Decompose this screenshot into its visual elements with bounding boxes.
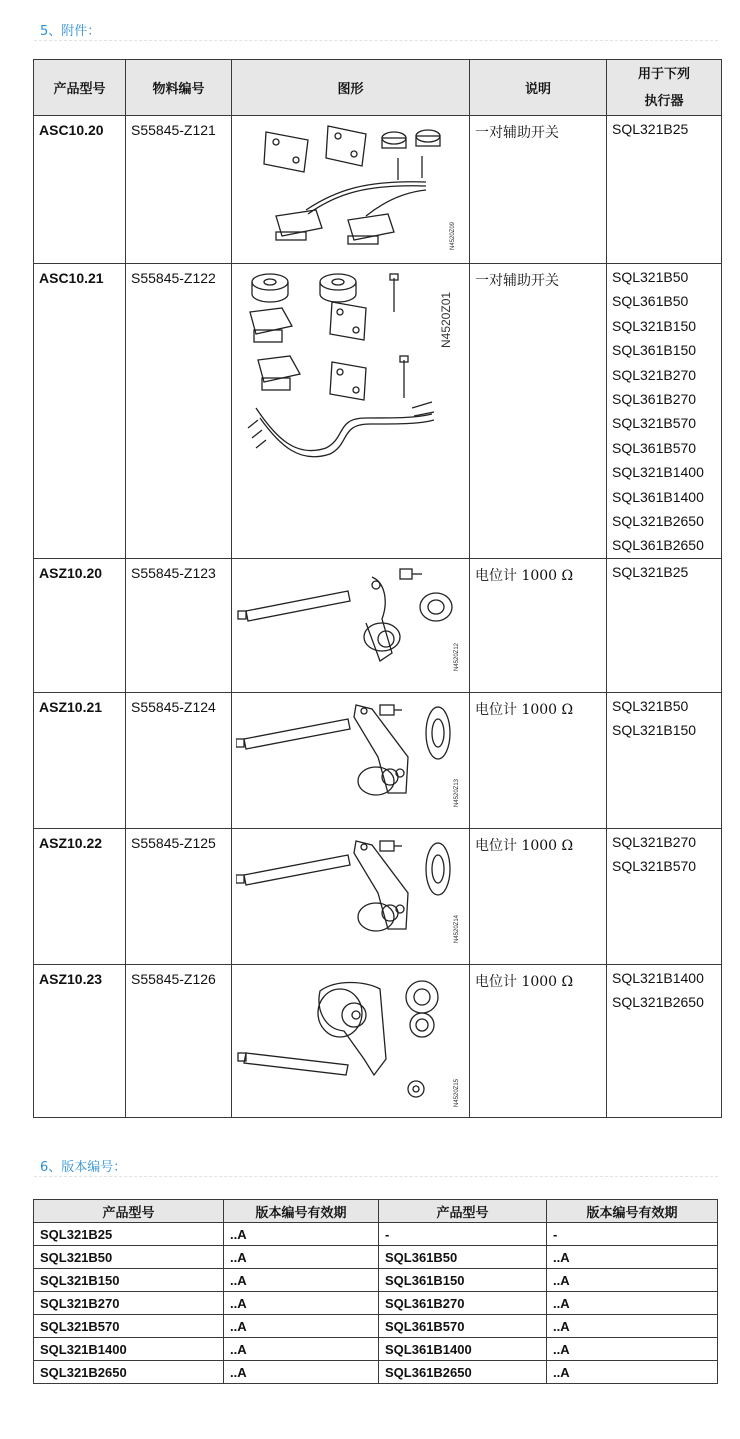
actuators-cell [607,828,722,964]
table-row [34,1361,718,1384]
description-cell: 电位计 1000 Ω [470,828,607,964]
section-divider [34,40,718,41]
header-version: 版本编号有效期 [547,1200,718,1223]
actuators-cell [607,264,722,559]
header-model: 产品型号 [379,1200,547,1223]
actuator-item: SQL361B270 [612,391,697,408]
model-cell: ASC10.21 [34,264,126,559]
header-description: 说明 [470,60,607,116]
actuator-item: SQL361B1400 [612,488,704,505]
figure-code: N4520Z01 [439,291,453,348]
figure-cell [232,116,470,264]
section-6-title: 6、版本编号： [40,1160,127,1175]
header-actuators: 用于下列 执行器 [607,60,722,116]
table-row [34,558,722,692]
version-cell: ..A [547,1292,718,1315]
description-cell: 电位计 1000 Ω [470,692,607,828]
figure-cell [232,692,470,828]
actuator-item: SQL321B150 [612,317,697,334]
figure-code: N4520Z09 [450,221,456,250]
description-cell: 一对辅助开关 [470,264,607,559]
figure-code: N4520Z12 [454,642,460,671]
version-cell: ..A [547,1315,718,1338]
actuator-item: SQL321B570 [612,858,697,875]
section-5-title: 5、附件： [40,24,101,39]
model-cell: SQL361B1400 [379,1338,547,1361]
potentiometer-figure [236,563,464,685]
model-cell: ASC10.20 [34,116,126,264]
material-cell: S55845-Z126 [126,964,232,1117]
version-cell: ..A [547,1338,718,1361]
material-cell: S55845-Z121 [126,116,232,264]
model-cell: SQL361B50 [379,1246,547,1269]
actuator-item: SQL321B1400 [612,464,704,481]
actuator-item: SQL321B2650 [612,513,704,530]
version-cell: ..A [224,1315,379,1338]
description-cell: 一对辅助开关 [470,116,607,264]
accessories-table [33,59,722,1118]
accessories-header-row [34,60,722,116]
header-model: 产品型号 [34,1200,224,1223]
actuators-cell [607,964,722,1117]
figure-cell [232,964,470,1117]
model-cell: SQL321B50 [34,1246,224,1269]
table-row [34,1246,718,1269]
header-material: 物料编号 [126,60,232,116]
model-cell: ASZ10.23 [34,964,126,1117]
table-row [34,692,722,828]
model-cell: SQL361B270 [379,1292,547,1315]
table-row [34,828,722,964]
model-cell: - [379,1223,547,1246]
description-cell: 电位计 1000 Ω [470,964,607,1117]
model-cell: SQL361B150 [379,1269,547,1292]
model-cell: SQL321B270 [34,1292,224,1315]
actuators-cell [607,692,722,828]
actuator-item: SQL361B150 [612,342,697,359]
model-cell: SQL321B570 [34,1315,224,1338]
actuator-item: SQL321B25 [612,121,689,137]
actuator-item: SQL321B25 [612,563,689,580]
actuators-cell [607,558,722,692]
model-cell: ASZ10.22 [34,828,126,964]
header-version: 版本编号有效期 [224,1200,379,1223]
version-cell: ..A [224,1338,379,1361]
version-cell: ..A [224,1246,379,1269]
figure-cell [232,558,470,692]
model-cell: ASZ10.21 [34,692,126,828]
table-row [34,1338,718,1361]
actuators-cell [607,116,722,264]
model-cell: SQL321B25 [34,1223,224,1246]
version-cell: ..A [224,1223,379,1246]
potentiometer-figure [236,697,464,821]
potentiometer-figure [236,969,464,1111]
actuator-item: SQL321B570 [612,415,697,432]
figure-code: N4520Z15 [454,1078,460,1107]
table-row [34,964,722,1117]
actuator-item: SQL321B270 [612,833,697,850]
model-cell: SQL321B150 [34,1269,224,1292]
version-cell: - [547,1223,718,1246]
figure-cell [232,264,470,559]
actuator-item: SQL321B1400 [612,969,704,986]
actuator-item: SQL321B50 [612,269,689,285]
actuator-item: SQL321B270 [612,366,697,383]
figure-code: N4520Z13 [454,778,460,807]
model-cell: SQL361B570 [379,1315,547,1338]
version-cell: ..A [547,1246,718,1269]
material-cell: S55845-Z122 [126,264,232,559]
version-cell: ..A [224,1292,379,1315]
description-cell: 电位计 1000 Ω [470,558,607,692]
table-row [34,1292,718,1315]
auxiliary-switch-kit-figure [236,268,464,478]
table-row [34,116,722,264]
model-cell: SQL361B2650 [379,1361,547,1384]
auxiliary-switch-figure [236,120,464,258]
actuator-item: SQL321B2650 [612,994,704,1011]
version-cell: ..A [224,1361,379,1384]
version-header-row [34,1200,718,1223]
header-figure: 图形 [232,60,470,116]
actuator-item: SQL361B50 [612,293,689,310]
version-cell: ..A [547,1269,718,1292]
version-table [33,1199,718,1384]
actuator-item: SQL361B2650 [612,537,704,554]
material-cell: S55845-Z123 [126,558,232,692]
model-cell: ASZ10.20 [34,558,126,692]
figure-code: N4520Z14 [454,914,460,943]
table-row [34,264,722,559]
table-row [34,1269,718,1292]
model-cell: SQL321B1400 [34,1338,224,1361]
figure-cell [232,828,470,964]
header-model: 产品型号 [34,60,126,116]
actuator-item: SQL321B50 [612,697,689,714]
potentiometer-figure [236,833,464,957]
table-row [34,1315,718,1338]
table-row [34,1223,718,1246]
actuator-item: SQL321B150 [612,722,697,739]
material-cell: S55845-Z125 [126,828,232,964]
version-cell: ..A [547,1361,718,1384]
version-cell: ..A [224,1269,379,1292]
material-cell: S55845-Z124 [126,692,232,828]
section-divider [34,1176,718,1177]
actuator-item: SQL361B570 [612,439,697,456]
model-cell: SQL321B2650 [34,1361,224,1384]
